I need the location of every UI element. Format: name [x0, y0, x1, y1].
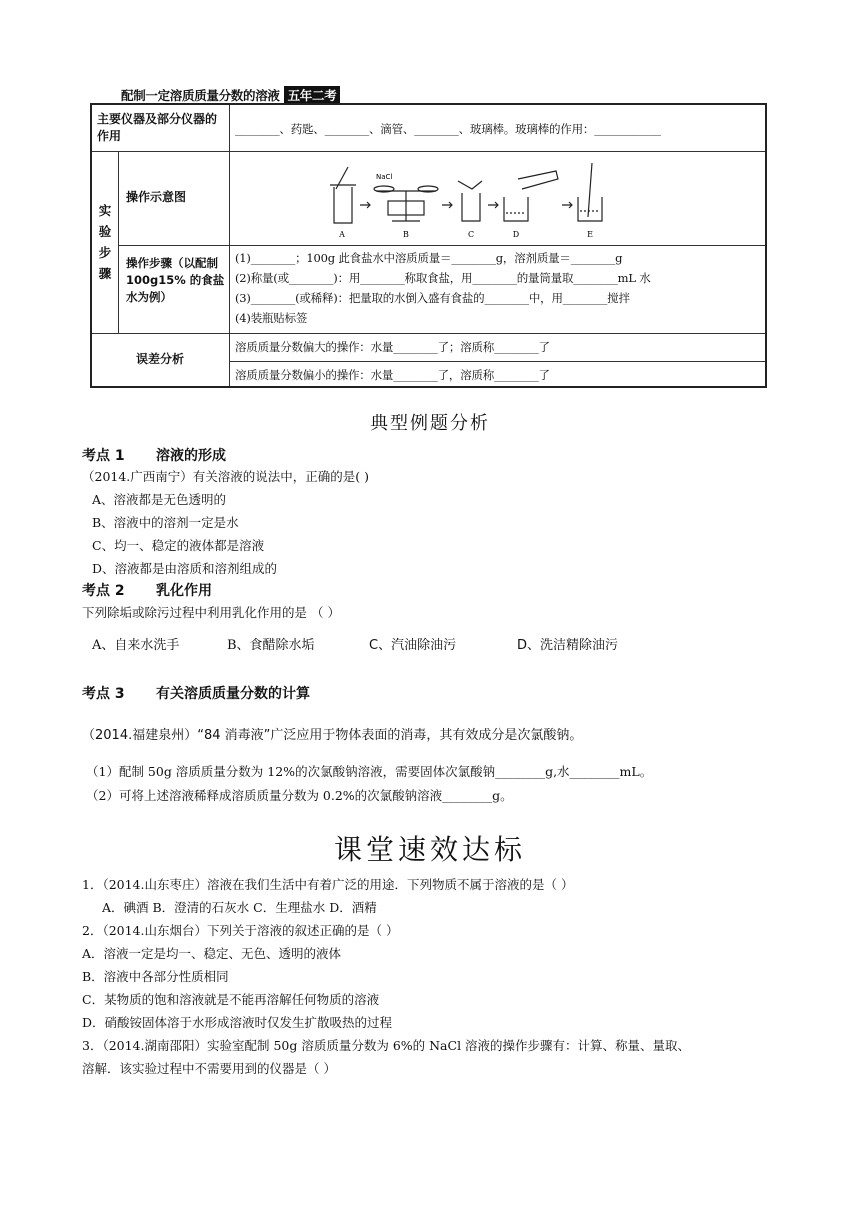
q1-option-b: B、溶液中的溶剂一定是水	[92, 515, 239, 530]
q2-option-b: B、食醋除水垢	[227, 638, 315, 653]
table-title-text: 配制一定溶质质量分数的溶液	[121, 88, 280, 103]
q1-option-c: C、均一、稳定的液体都是溶液	[92, 538, 265, 553]
q3-part-1: （1）配制 50g 溶质质量分数为 12%的次氯酸钠溶液，需要固体次氯酸钠________g,水________mL。	[86, 764, 653, 779]
q1-option-a: A、溶液都是无色透明的	[92, 492, 227, 507]
drill-line-3: 2．（2014.山东烟台）下列关于溶液的叙述正确的是（ ）	[82, 923, 399, 938]
nacl-label: NaCl	[376, 173, 393, 181]
error-small: 溶质质量分数偏小的操作：水量________了，溶质称________了	[235, 368, 550, 382]
steps-vertical-label: 实 验 步 骤	[98, 203, 112, 281]
row-instruments-label: 主要仪器及部分仪器的作用	[97, 112, 218, 143]
operation-diagram	[322, 157, 622, 243]
q1-option-d: D、溶液都是由溶质和溶剂组成的	[92, 561, 278, 576]
step-2: (2)称量(或________)：用________称取食盐，用________的量筒量取________mL 水	[235, 271, 651, 285]
drill-line-1: 1．（2014.山东枣庄）溶液在我们生活中有着广泛的用途．下列物质不属于溶液的是（ ）	[82, 877, 574, 892]
section-title-examples: 典型例题分析	[370, 413, 490, 434]
drill-line-4: A．溶液一定是均一、稳定、无色、透明的液体	[82, 946, 342, 961]
diagram-letter-d: D	[512, 230, 520, 239]
diagram-letter-e: E	[587, 230, 593, 239]
row-instruments-content: ________、药匙、________、滴管、________、玻璃棒。玻璃棒的作用：____________	[235, 122, 661, 136]
q1-stem: （2014.广西南宁）有关溶液的说法中，正确的是( )	[82, 469, 370, 484]
drill-line-2: A．碘酒 B．澄清的石灰水 C．生理盐水 D．酒精	[102, 900, 377, 915]
drill-line-9: 溶解．该实验过程中不需要用到的仪器是（ ）	[82, 1061, 336, 1076]
drill-line-7: D．硝酸铵固体溶于水形成溶液时仅发生扩散吸热的过程	[82, 1015, 393, 1030]
steps-label: 操作步骤（以配制 100g15% 的食盐水为例）	[126, 256, 225, 304]
q2-option-d: D、洗洁精除油污	[517, 638, 619, 653]
diagram-letter-c: C	[467, 230, 475, 239]
q3-part-2: （2）可将上述溶液稀释成溶质质量分数为 0.2%的次氯酸钠溶液________g。	[86, 788, 513, 803]
stirring-icon	[578, 197, 602, 221]
keypoint-1: 考点 1 溶液的形成	[82, 448, 226, 464]
step-4: (4)装瓶贴标签	[235, 311, 308, 325]
q2-option-c: C、汽油除油污	[369, 638, 457, 653]
diagram-label: 操作示意图	[126, 190, 187, 204]
operation-diagram-svg	[322, 157, 622, 243]
experiment-table	[90, 103, 767, 388]
drill-line-5: B．溶液中各部分性质相同	[82, 969, 229, 984]
section-title-drill: 课堂速效达标	[333, 833, 526, 866]
step-1: (1)________；100g 此食盐水中溶质质量＝________g，溶剂质量＝________g	[235, 251, 623, 265]
q2-stem: 下列除垢或除污过程中利用乳化作用的是 （ ）	[82, 605, 340, 620]
table-title	[121, 86, 340, 104]
drill-line-8: 3．（2014.湖南邵阳）实验室配制 50g 溶质质量分数为 6%的 NaCl 溶液的操作步骤有：计算、称量、量取、	[82, 1038, 691, 1053]
keypoint-2: 考点 2 乳化作用	[82, 583, 212, 599]
step-3: (3)________(或稀释)：把量取的水倒入盛有食盐的________中，用________搅拌	[235, 291, 630, 305]
error-big: 溶质质量分数偏大的操作：水量________了；溶质称________了	[235, 340, 550, 354]
drill-line-6: C．某物质的饱和溶液就是不能再溶解任何物质的溶液	[82, 992, 380, 1007]
beaker-icon	[462, 193, 480, 221]
keypoint-3: 考点 3 有关溶质质量分数的计算	[82, 686, 310, 702]
jar-icon	[334, 187, 352, 223]
q2-option-a: A、自来水洗手	[92, 638, 180, 653]
diagram-letter-a: A	[339, 230, 345, 239]
diagram-letter-b: B	[403, 230, 409, 239]
q3-stem: （2014.福建泉州）“84 消毒液”广泛应用于物体表面的消毒，其有效成分是次氯酸钠。	[82, 728, 583, 743]
table-badge: 五年二考	[284, 86, 341, 104]
pouring-icon	[504, 197, 528, 221]
error-analysis-label: 误差分析	[136, 352, 185, 366]
